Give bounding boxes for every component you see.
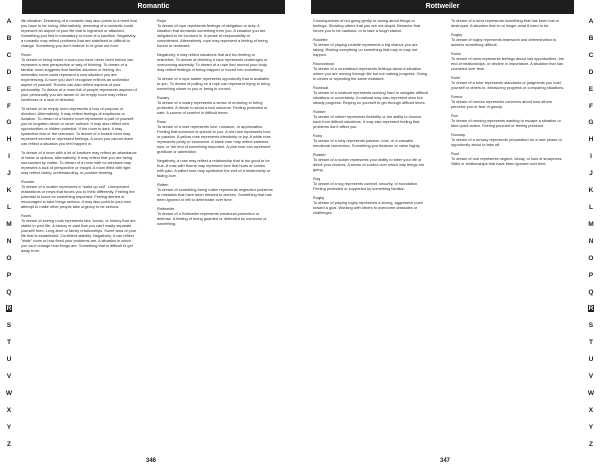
alphabet-tab-p: P bbox=[588, 271, 594, 279]
entry-text: To dream of seeing roots represents ties, bonds, or history that are stable in your life. A history or past that you can't easily separate yourself from. Long-term or family relationships. Some area of your life that is established. Confident stability. Negatively, it can reflect "stale" roots or how fixed your problems are. A situation in which you can't change how things are. Something that is difficult to get away from. bbox=[21, 218, 137, 253]
entry-title: Rowboat bbox=[313, 85, 329, 90]
alphabet-tab-f: F bbox=[6, 102, 12, 110]
entry-text: To dream of a rope ladder represents opportunity that is available to you. To dream of pulling on a rope can represent trying to bring something closer to you or being in control. bbox=[157, 76, 270, 91]
alphabet-tab-l: L bbox=[6, 203, 12, 211]
alphabet-tab-a: A bbox=[588, 18, 594, 25]
entry-title: Rope bbox=[157, 18, 167, 23]
entry-text: To dream of a rudder represents your ability to steer your life or direct your choices. A sense of control over which way things are going. bbox=[313, 157, 425, 172]
entry-text: To dream of playing rugby represents a strong, aggressive push toward a goal. Working with others to overcome obstacles or challenges. bbox=[313, 200, 423, 215]
entry-title: Rudder bbox=[313, 152, 326, 157]
entry-text: To dream of an empty room represents a loss of purpose or direction. Alternatively, it may reflect feelings of emptiness or isolation. To dream of a hidden room represents a part of yourself you've forgotten about or never noticed. It may also reflect new opportunities or hidden potential. If the room is dark, it may symbolize fear or the unknown. To dream of a locked room may represent secrets or repressed feelings. A room you cannot leave can reflect a situation you feel trapped in. bbox=[21, 106, 134, 146]
entry-title: Ruins bbox=[451, 51, 461, 56]
alphabet-tab-e: E bbox=[588, 85, 594, 93]
alphabet-tab-i: I bbox=[8, 153, 10, 161]
alphabet-tab-j: J bbox=[7, 170, 11, 178]
alphabet-tab-q: Q bbox=[588, 288, 594, 296]
entry-title: Roulette bbox=[313, 37, 328, 42]
entry-text: To dream of a ruby represents passion, love, or a valuable emotional connection. Something you treasure or value highly. bbox=[313, 138, 421, 148]
alphabet-tab-y: Y bbox=[6, 423, 12, 431]
entry-text: To dream of rust represents neglect, decay, or loss of sharpness. Skills or relationships that have been ignored over time. bbox=[451, 156, 563, 166]
alphabet-tab-p: P bbox=[6, 271, 12, 279]
entry-title: Rose bbox=[157, 119, 167, 124]
alphabet-tab-d: D bbox=[6, 68, 12, 76]
entry-title: Run bbox=[451, 113, 459, 118]
alphabet-tab-m: M bbox=[6, 220, 12, 228]
entry-text: Negatively, a rose may reflect a relationship that is too good to be true. A rose with thorns may represent love that hurts or comes with pain. A wilted rose may symbolize the end of a relationship or fading love. bbox=[157, 158, 271, 178]
alphabet-tab-k: K bbox=[6, 187, 12, 195]
alphabet-tab-l: L bbox=[588, 203, 594, 211]
alphabet-tab-z: Z bbox=[588, 440, 594, 448]
entry-text: To dream of rope represents feelings of obligation or duty. A situation that demands something from you. A situation you are obligated to be involved in. A sense of responsibility or commitment. Alternatively, rope may represent a feeling of being bound or restricted. bbox=[157, 23, 268, 48]
alphabet-tab-r: R bbox=[6, 305, 12, 313]
entry-title: Roots bbox=[21, 213, 32, 218]
alphabet-tab-o: O bbox=[6, 254, 12, 262]
entry-text: To dream of rumors represents concerns about how others perceive you or fear of gossip. bbox=[451, 99, 552, 109]
entry-title: Rug bbox=[313, 176, 321, 181]
alphabet-tab-n: N bbox=[6, 237, 12, 245]
entry-title: Rust bbox=[451, 151, 459, 156]
entry-text: To dream of a Rottweiler represents emotional protection or defense. A feeling of being guarded or defended by someone or something. bbox=[157, 211, 267, 226]
entry-title: Rosary bbox=[157, 95, 170, 100]
entry-title: Rugby bbox=[313, 195, 325, 200]
alphabet-tab-v: V bbox=[588, 373, 594, 381]
entry-title: Roundabout bbox=[313, 61, 335, 66]
entry-text: To dream of a roundabout represents feelings about a situation where you are moving through life but not making progress. Going in circles or repeating the same mistakes. bbox=[313, 66, 427, 81]
alphabet-tab-m: M bbox=[588, 220, 594, 228]
entry-title: Rugby bbox=[451, 32, 463, 37]
alphabet-tab-b: B bbox=[588, 34, 594, 42]
alphabet-tab-u: U bbox=[588, 356, 594, 364]
alphabet-tab-b: B bbox=[6, 34, 12, 42]
entry-text: To dream of playing roulette represents a big chance you are taking. Risking everything on something that may or may not happen. bbox=[313, 42, 418, 57]
entry-text: To dream of ruins represents feelings about lost opportunities, the end of relationships, or decline in importance. A situation that has crumbled over time. bbox=[451, 56, 564, 71]
alphabet-tab-j: J bbox=[589, 170, 593, 178]
entry-text: To dream of something being rotten represents neglected problems or mistakes that have been allowed to worsen. Something that has been ignored or left to deteriorate over time. bbox=[157, 187, 273, 202]
entry-text: To dream of rubber represents flexibility or the ability to bounce back from difficult situations. It may also represent feeling that problems don't affect you. bbox=[313, 114, 422, 129]
entry-title: Rooster bbox=[21, 179, 35, 184]
alphabet-tab-t: T bbox=[588, 339, 594, 347]
left-page-header: Romantic bbox=[22, 0, 285, 14]
alphabet-tab-s: S bbox=[588, 322, 594, 330]
alphabet-tab-f: F bbox=[588, 102, 594, 110]
alphabet-tab-w: W bbox=[5, 389, 13, 397]
entry-text: To dream of a rowboat represents working hard to navigate difficult situations or uncertainty. A rowboat may also represent slow but steady progress. Relying on yourself to get through difficult times. bbox=[313, 90, 428, 105]
right-page-column-1 bbox=[313, 18, 429, 444]
entry-text: To dream of a ruins represents something that has been lost or destroyed. A situation that is no longer what it used to be. bbox=[451, 18, 560, 28]
alphabet-tab-q: Q bbox=[6, 288, 12, 296]
alphabet-tab-y: Y bbox=[588, 423, 594, 431]
alphabet-tab-t: T bbox=[6, 339, 12, 347]
alphabet-tab-c: C bbox=[6, 51, 12, 59]
alphabet-tab-e: E bbox=[6, 85, 12, 93]
alphabet-tab-k: K bbox=[588, 187, 594, 195]
left-page-column-1 bbox=[21, 18, 137, 444]
alphabet-tab-g: G bbox=[588, 119, 594, 127]
right-page-header: Rottweiler bbox=[311, 0, 574, 14]
alphabet-tab-w: W bbox=[587, 389, 595, 397]
entry-text: Consequences of not going gently or caring about things or feelings. Showing others that you are not stupid. Behavior that forces you to be cautious, or to take a tough stance. bbox=[313, 18, 421, 33]
alphabet-tab-a: A bbox=[6, 18, 12, 25]
alphabet-tab-d: D bbox=[588, 68, 594, 76]
right-page-number: 347 bbox=[440, 458, 451, 464]
entry-text: To dream of a rose represents love, romance, or appreciation. Feeling that someone is special to you. A red rose represents love or passion. A yellow rose represents friendship or joy. A white rose represents purity or innocence. A black rose may reflect sadness, loss, or the end of something important. A pink rose can represent gratitude or admiration. bbox=[157, 124, 271, 154]
alphabet-tab-r: R bbox=[588, 305, 594, 313]
alphabet-tab-h: H bbox=[6, 136, 12, 144]
alphabet-tab-x: X bbox=[6, 406, 12, 414]
right-page-column-2 bbox=[451, 18, 567, 444]
right-alphabet-index bbox=[586, 14, 596, 452]
alphabet-tab-s: S bbox=[6, 322, 12, 330]
entry-text: To dream of running represents wanting to escape a situation or take quick action. Feeling pursued or feeling pressure. bbox=[451, 118, 561, 128]
entry-text: life situation. Dreaming of a romantic way also points to a need that you have to be loving. Alternatively, dreaming of a romantic could represent an aspect of your life that is ingrained or attached. Something you find is mandatory or more of a sacrifice. Negatively, a romantic may reflect problems that are stabilized or difficult to change. Something you don't believe in or grow out from. bbox=[21, 18, 137, 48]
left-alphabet-index bbox=[4, 14, 14, 452]
left-page-column-2 bbox=[157, 18, 273, 444]
alphabet-tab-x: X bbox=[588, 406, 594, 414]
alphabet-tab-n: N bbox=[588, 237, 594, 245]
entry-text: To dream of a ruler represents standards or judgments you hold yourself or others to. Measuring progress or comparing situations. bbox=[451, 80, 565, 90]
alphabet-tab-z: Z bbox=[6, 440, 12, 448]
alphabet-tab-h: H bbox=[588, 136, 594, 144]
entry-text: To dream of being inside a room you have never been before can represent a new perspective or way of thinking. To dream of a familiar room suggests that familiar situation or feeling. An unfamiliar room could represent a new situation you are experiencing. A room you don't recognize reflects an unfamiliar aspect of yourself. Rooms can also reflect aspects of your personality. To dream of a room full of people represents aspects of your personality you are aware of. An empty room may reflect loneliness or a lack of direction. bbox=[21, 57, 137, 102]
alphabet-tab-i: I bbox=[590, 153, 592, 161]
alphabet-tab-u: U bbox=[6, 356, 12, 364]
entry-title: Rubber bbox=[313, 109, 326, 114]
entry-title: Room bbox=[21, 52, 32, 57]
entry-title: Runway bbox=[451, 132, 466, 137]
entry-text: To dream of rugby represents teamwork and determination to achieve something difficult. bbox=[451, 37, 557, 47]
entry-title: Rotten bbox=[157, 182, 169, 187]
entry-text: To dream of a runway represents preparation for a new phase or opportunity about to take off. bbox=[451, 137, 562, 147]
entry-title: Ruby bbox=[313, 133, 323, 138]
entry-text: To dream of a rooster represents a "wake up call". Unexpected realizations or news that forces you to think differently. Feeling the potential to focus on something important. Feeling alerted or encouraged to take things serious. It may also point to your own attempt to make other people take urgency to be serious. bbox=[21, 184, 135, 209]
left-page-number: 346 bbox=[146, 458, 157, 464]
alphabet-tab-v: V bbox=[6, 373, 12, 381]
entry-text: Negatively, it may reflect situations that are too limiting or restrictive. To dream of climbing a rope represents challenges or overcoming adversity. To dream of a rope tied around your body may reflect feelings of being trapped or forced into something. bbox=[157, 52, 268, 72]
entry-title: Rumor bbox=[451, 94, 463, 99]
alphabet-tab-g: G bbox=[6, 119, 12, 127]
entry-title: Ruler bbox=[451, 75, 461, 80]
alphabet-tab-o: O bbox=[588, 254, 594, 262]
entry-title: Rottweiler bbox=[157, 206, 175, 211]
alphabet-tab-c: C bbox=[588, 51, 594, 59]
entry-text: To dream of a rug represents comfort, security, or foundation. Feeling protected or supported by something familiar. bbox=[313, 181, 419, 191]
entry-text: To dream of a rosary represents a sense of enduring or being protected. A desire to avoid a bad outcome. Feeling protected or safe. A source of comfort in difficult times. bbox=[157, 100, 268, 115]
entry-text: To dream of a room with a lot of furniture may reflect an abundance of ideas or options. Alternatively, it may reflect that you are being surrounded by clutter. To dream of a room with no windows may represent a lack of perspective or insight. A room filled with light may reflect clarity, understanding, or positive thinking. bbox=[21, 150, 137, 175]
